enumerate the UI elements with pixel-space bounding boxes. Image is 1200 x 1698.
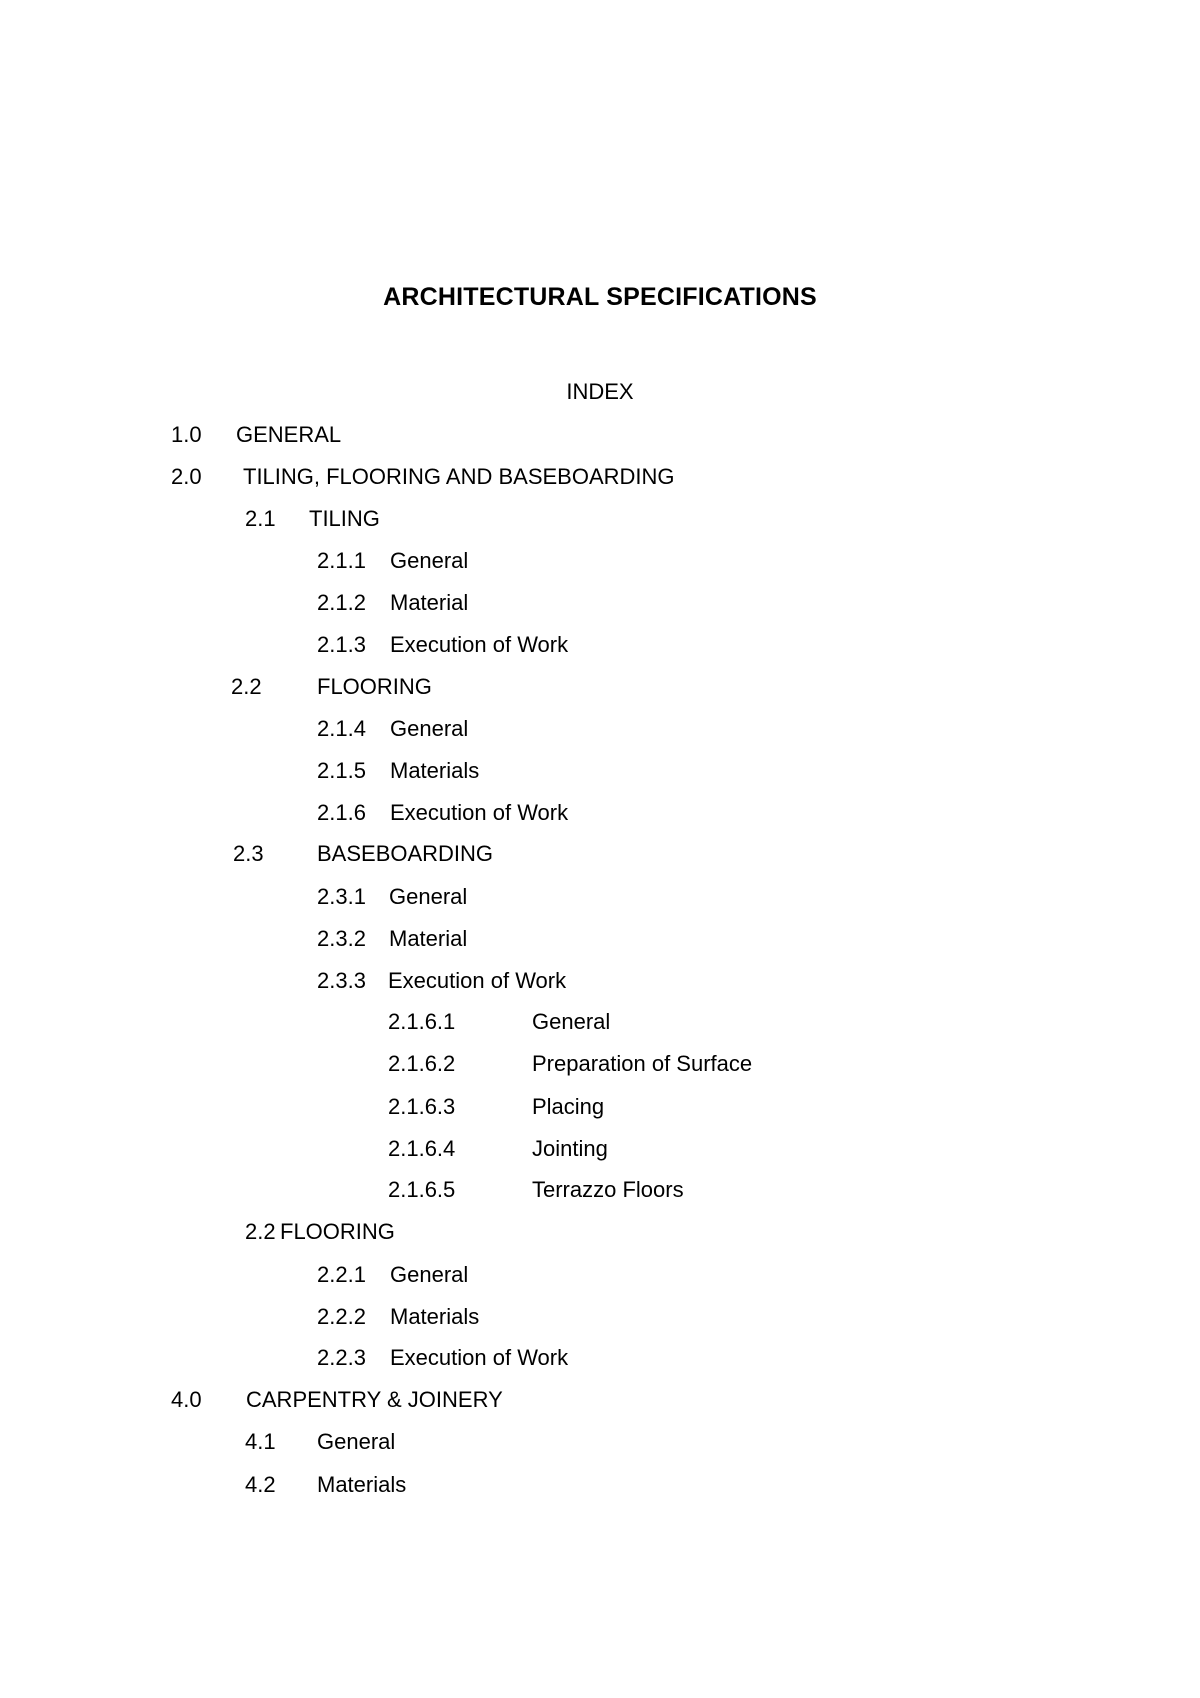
toc-number: 2.1.6.3	[388, 1094, 456, 1119]
toc-number: 2.1.6.1	[388, 1009, 456, 1034]
toc-number: 2.2.2	[317, 1304, 366, 1329]
toc-title: CARPENTRY & JOINERY	[246, 1387, 503, 1412]
toc-title: Jointing	[532, 1136, 608, 1161]
toc-title: Execution of Work	[390, 632, 569, 657]
toc-number: 2.3	[233, 841, 264, 866]
toc-title: General	[532, 1009, 611, 1034]
toc-number: 4.1	[245, 1429, 276, 1454]
toc-number: 2.3.1	[317, 884, 366, 909]
toc-title: Execution of Work	[390, 1345, 569, 1370]
toc-number: 2.2.1	[317, 1262, 366, 1287]
document-title: ARCHITECTURAL SPECIFICATIONS	[383, 283, 817, 311]
toc-number: 2.1.1	[317, 548, 366, 573]
toc-title: Execution of Work	[390, 800, 569, 825]
toc-title: General	[390, 1262, 469, 1287]
toc-title: TILING	[309, 506, 380, 531]
toc-title: General	[390, 548, 469, 573]
toc-number: 2.3.2	[317, 926, 366, 951]
toc-number: 2.1.2	[317, 590, 366, 615]
toc-title: Material	[390, 590, 469, 615]
toc-number: 2.1	[245, 506, 276, 531]
toc-title: Materials	[390, 758, 480, 783]
toc-number: 2.0	[171, 464, 202, 489]
toc-title: General	[389, 884, 468, 909]
toc-number: 2.2.3	[317, 1345, 366, 1370]
toc-title: Materials	[317, 1472, 407, 1497]
toc-number: 4.0	[171, 1387, 202, 1412]
toc-number: 2.1.6.2	[388, 1051, 456, 1076]
toc-number: 2.2	[245, 1219, 276, 1244]
toc-title: General	[317, 1429, 396, 1454]
toc-number: 2.1.5	[317, 758, 366, 783]
toc-number: 1.0	[171, 422, 202, 447]
toc-title: FLOORING	[280, 1219, 395, 1244]
toc-title: Materials	[390, 1304, 480, 1329]
toc-number: 2.1.4	[317, 716, 366, 741]
toc-title: GENERAL	[236, 422, 342, 447]
toc-number: 2.3.3	[317, 968, 366, 993]
toc-number: 2.1.3	[317, 632, 366, 657]
index-heading: INDEX	[566, 379, 634, 404]
toc-title: BASEBOARDING	[317, 841, 494, 866]
toc-title: Material	[389, 926, 468, 951]
toc-number: 2.1.6	[317, 800, 366, 825]
toc-title: Execution of Work	[388, 968, 567, 993]
toc-title: Preparation of Surface	[532, 1051, 753, 1076]
toc-number: 2.1.6.5	[388, 1177, 456, 1202]
toc-title: General	[390, 716, 469, 741]
toc-title: Placing	[532, 1094, 605, 1119]
toc-title: TILING, FLOORING AND BASEBOARDING	[243, 464, 675, 489]
toc-title: FLOORING	[317, 674, 432, 699]
toc-number: 2.2	[231, 674, 262, 699]
toc-title: Terrazzo Floors	[532, 1177, 684, 1202]
toc-number: 4.2	[245, 1472, 276, 1497]
toc-number: 2.1.6.4	[388, 1136, 456, 1161]
